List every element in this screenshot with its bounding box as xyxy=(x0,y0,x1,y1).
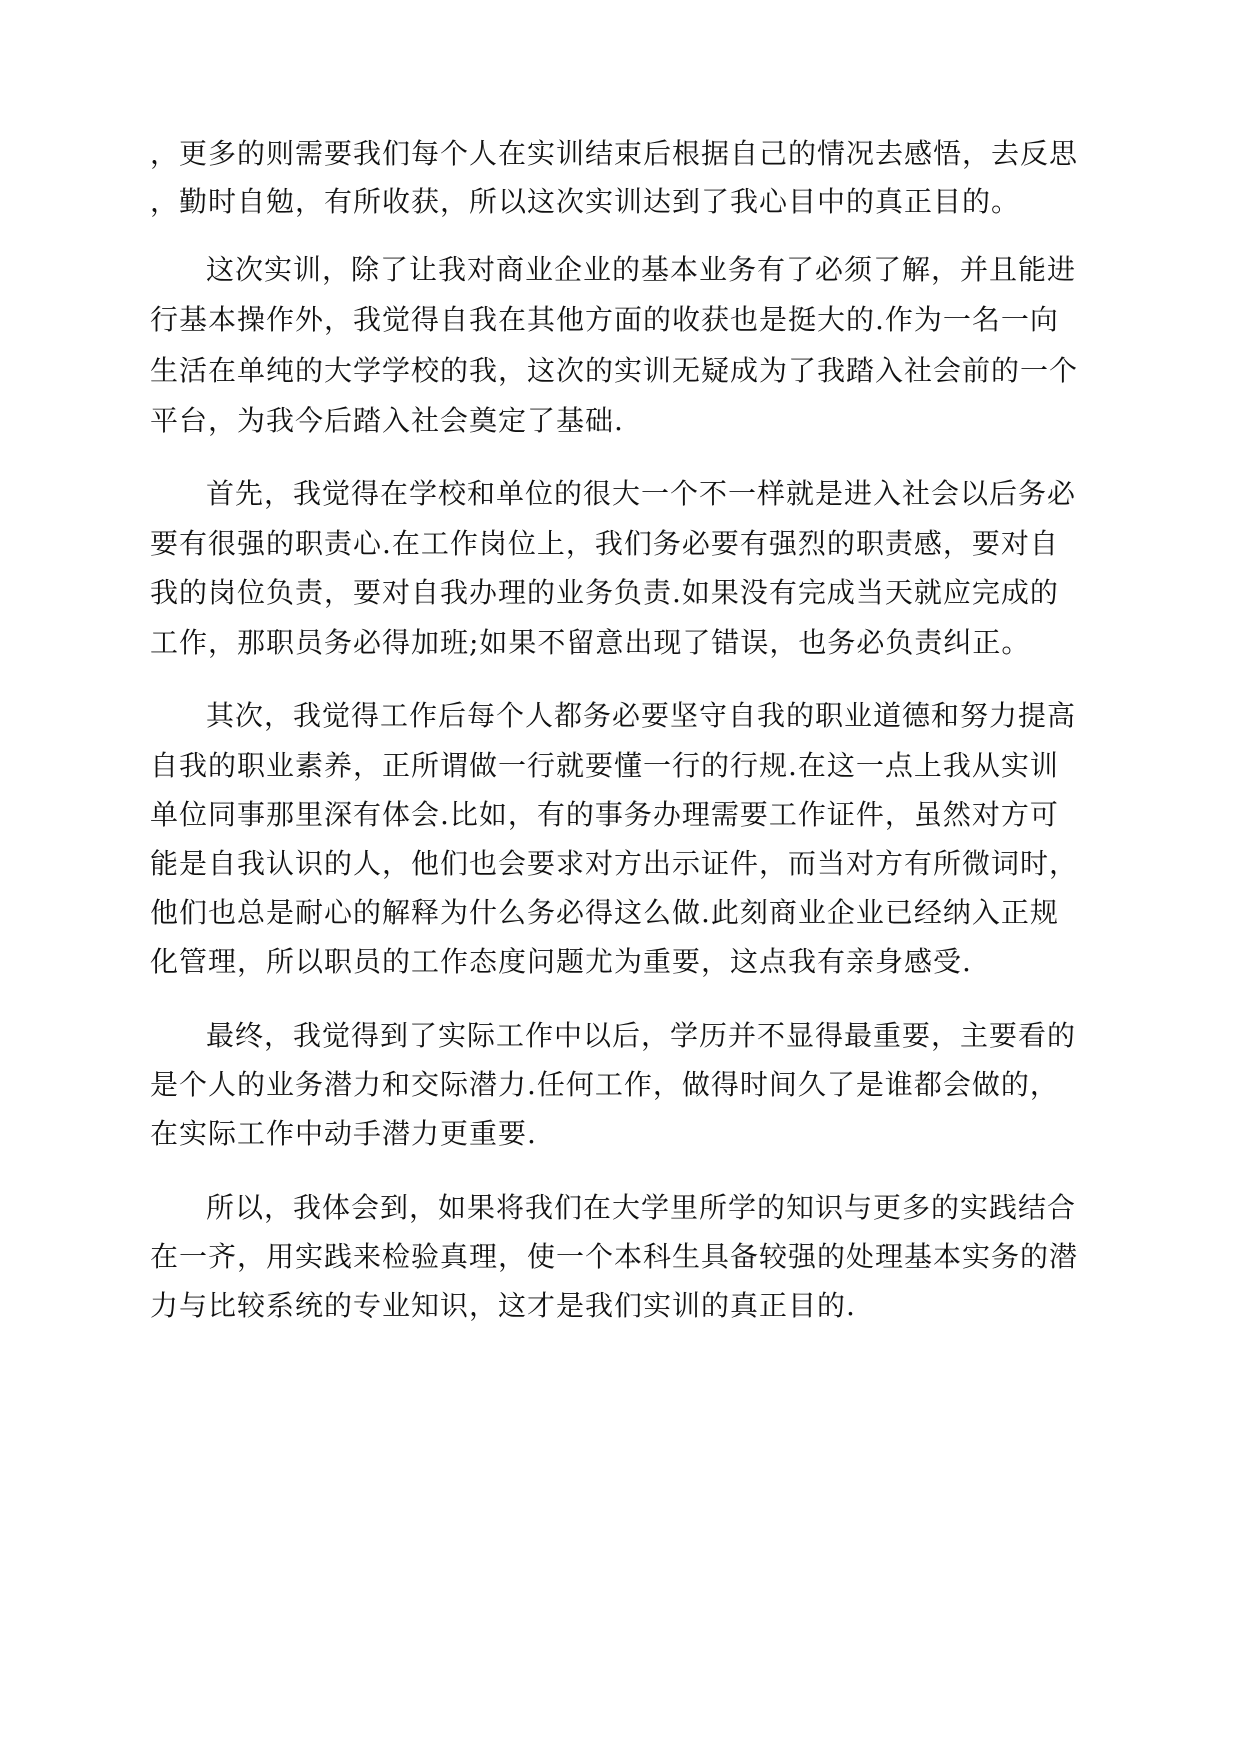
text-line: 首先，我觉得在学校和单位的很大一个不一样就是进入社会以后务必 xyxy=(206,477,1077,510)
text-line: 最终，我觉得到了实际工作中以后，学历并不显得最重要，主要看的 xyxy=(206,1019,1077,1052)
text-line: 工作，那职员务必得加班;如果不留意出现了错误，也务必负责纠正。 xyxy=(150,626,1031,659)
text-line: 我的岗位负责，要对自我办理的业务负责.如果没有完成当天就应完成的 xyxy=(150,576,1059,609)
text-line: 是个人的业务潜力和交际潜力.任何工作，做得时间久了是谁都会做的， xyxy=(150,1068,1059,1101)
text-line: 化管理，所以职员的工作态度问题尤为重要，这点我有亲身感受. xyxy=(150,945,972,978)
text-line: ，更多的则需要我们每个人在实训结束后根据自己的情况去感悟，去反思 xyxy=(150,137,1079,170)
text-line: ，勤时自勉，有所收获，所以这次实训达到了我心目中的真正目的。 xyxy=(150,185,1021,218)
text-line: 他们也总是耐心的解释为什么务必得这么做.此刻商业企业已经纳入正规 xyxy=(150,896,1059,929)
text-line: 所以，我体会到，如果将我们在大学里所学的知识与更多的实践结合 xyxy=(206,1191,1077,1224)
text-line: 其次，我觉得工作后每个人都务必要坚守自我的职业道德和努力提高 xyxy=(206,699,1077,732)
text-line: 自我的职业素养，正所谓做一行就要懂一行的行规.在这一点上我从实训 xyxy=(150,749,1059,782)
text-line: 在实际工作中动手潜力更重要. xyxy=(150,1117,537,1150)
text-line: 力与比较系统的专业知识，这才是我们实训的真正目的. xyxy=(150,1289,856,1322)
text-line: 平台，为我今后踏入社会奠定了基础. xyxy=(150,404,624,437)
text-line: 能是自我认识的人，他们也会要求对方出示证件，而当对方有所微词时， xyxy=(150,847,1079,880)
text-line: 这次实训，除了让我对商业企业的基本业务有了必须了解，并且能进 xyxy=(206,253,1077,286)
text-line: 行基本操作外，我觉得自我在其他方面的收获也是挺大的.作为一名一向 xyxy=(150,303,1059,336)
text-line: 生活在单纯的大学学校的我，这次的实训无疑成为了我踏入社会前的一个 xyxy=(150,354,1079,387)
text-line: 要有很强的职责心.在工作岗位上，我们务必要有强烈的职责感，要对自 xyxy=(150,527,1059,560)
text-line: 在一齐，用实践来检验真理，使一个本科生具备较强的处理基本实务的潜 xyxy=(150,1240,1079,1273)
text-line: 单位同事那里深有体会.比如，有的事务办理需要工作证件，虽然对方可 xyxy=(150,798,1059,831)
